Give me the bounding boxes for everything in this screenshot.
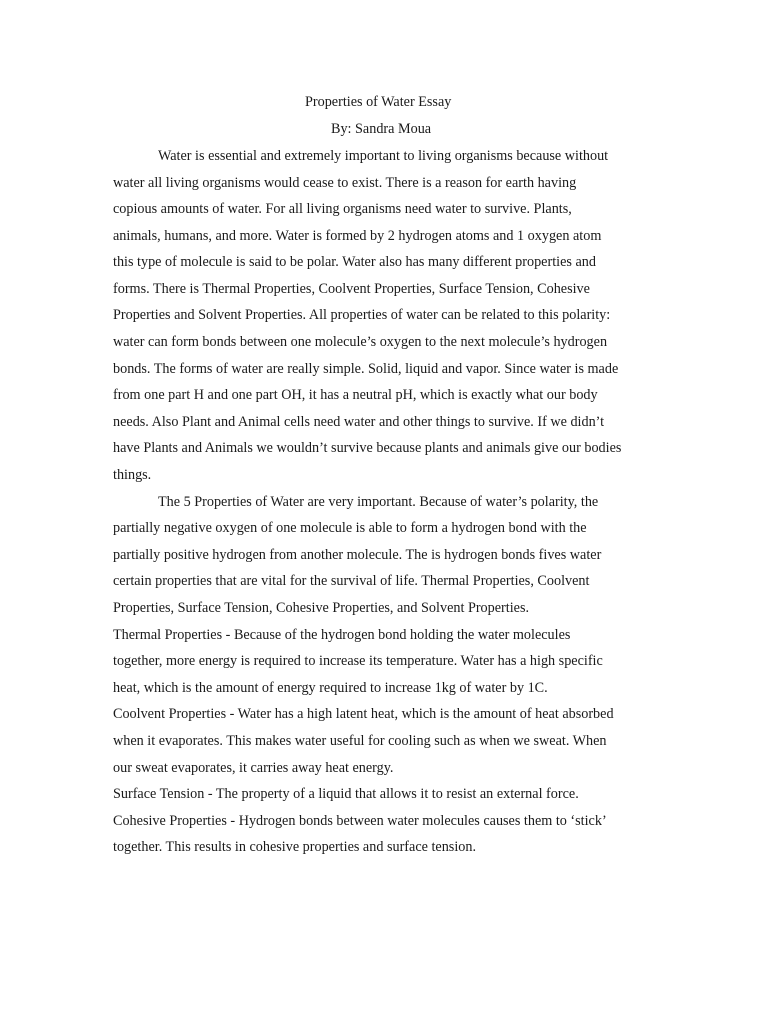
paragraph-line: our sweat evaporates, it carries away heat energy. xyxy=(113,760,394,776)
paragraph-line: Properties, Surface Tension, Cohesive Properties, and Solvent Properties. xyxy=(113,600,530,616)
paragraph-line: bonds. The forms of water are really simple. Solid, liquid and vapor. Since water is made xyxy=(113,361,619,377)
paragraph-line: together, more energy is required to increase its temperature. Water has a high specific xyxy=(113,653,603,669)
paragraph-line: copious amounts of water. For all living organisms need water to survive. Plants, xyxy=(113,201,572,217)
paragraph-line: certain properties that are vital for the survival of life. Thermal Properties, Coolvent xyxy=(113,573,590,589)
paragraph-line: from one part H and one part OH, it has a neutral pH, which is exactly what our body xyxy=(113,387,598,403)
paragraph-line: animals, humans, and more. Water is formed by 2 hydrogen atoms and 1 oxygen atom xyxy=(113,228,602,244)
paragraph-line: forms. There is Thermal Properties, Coolvent Properties, Surface Tension, Cohesive xyxy=(113,281,590,297)
document-byline: By: Sandra Moua xyxy=(331,121,432,137)
paragraph-line: things. xyxy=(113,467,152,483)
paragraph-line: heat, which is the amount of energy required to increase 1kg of water by 1C. xyxy=(113,680,548,696)
paragraph-line: Thermal Properties - Because of the hydrogen bond holding the water molecules xyxy=(113,627,571,643)
paragraph-line: this type of molecule is said to be polar. Water also has many different properties and xyxy=(113,254,596,270)
paragraph-line: when it evaporates. This makes water useful for cooling such as when we sweat. When xyxy=(113,733,607,749)
paragraph-line: Coolvent Properties - Water has a high latent heat, which is the amount of heat absorbed xyxy=(113,706,614,722)
paragraph-line: partially negative oxygen of one molecule is able to form a hydrogen bond with the xyxy=(113,520,587,536)
paragraph-line: Surface Tension - The property of a liquid that allows it to resist an external force. xyxy=(113,786,579,802)
paragraph-line: Cohesive Properties - Hydrogen bonds between water molecules causes them to ‘stick’ xyxy=(113,813,607,829)
document-title: Properties of Water Essay xyxy=(305,94,452,110)
paragraph-line: needs. Also Plant and Animal cells need water and other things to survive. If we didn’t xyxy=(113,414,605,430)
paragraph-line: have Plants and Animals we wouldn’t survive because plants and animals give our bodies xyxy=(113,440,622,456)
paragraph-line: The 5 Properties of Water are very important. Because of water’s polarity, the xyxy=(158,494,599,510)
paragraph-line: water all living organisms would cease to exist. There is a reason for earth having xyxy=(113,175,577,191)
paragraph-line: Properties and Solvent Properties. All properties of water can be related to this polarity: xyxy=(113,307,611,323)
paragraph-line: together. This results in cohesive properties and surface tension. xyxy=(113,839,476,855)
paragraph-line: partially positive hydrogen from another molecule. The is hydrogen bonds fives water xyxy=(113,547,602,563)
paragraph-line: water can form bonds between one molecule’s oxygen to the next molecule’s hydrogen xyxy=(113,334,608,350)
paragraph-line: Water is essential and extremely important to living organisms because without xyxy=(158,148,609,164)
